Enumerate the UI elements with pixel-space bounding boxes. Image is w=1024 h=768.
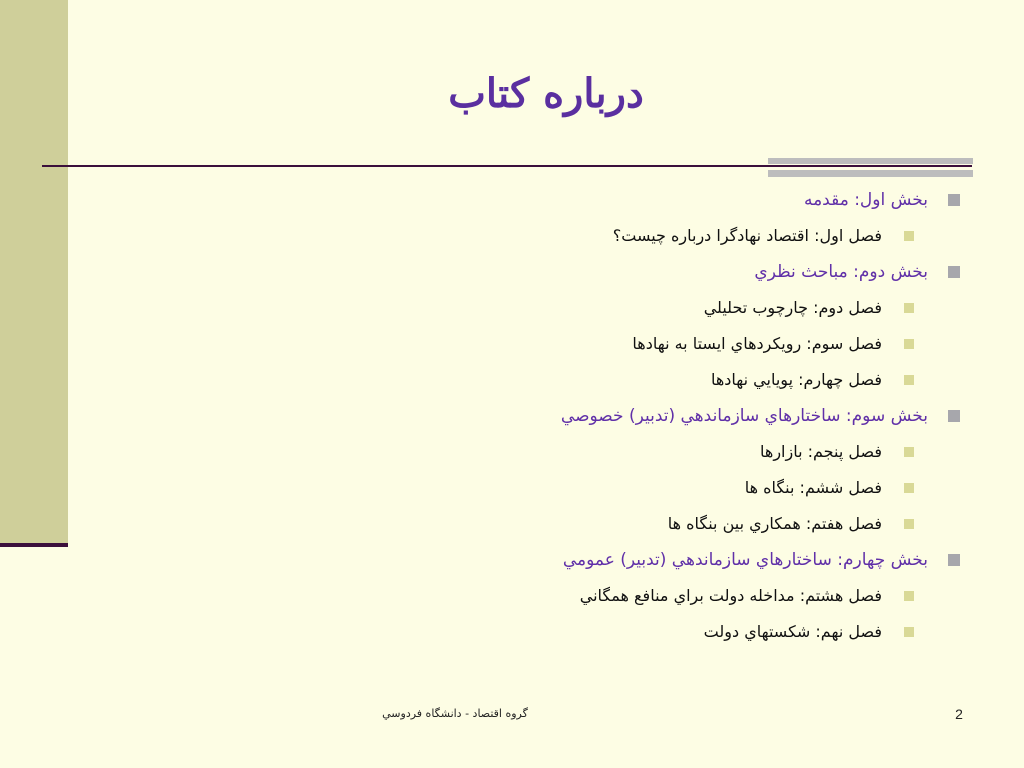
chapter-item-text: فصل سوم: رويكردهاي ايستا به نهادها bbox=[632, 334, 882, 353]
side-bar-divider bbox=[0, 543, 68, 547]
chapter-item bbox=[242, 579, 962, 615]
square-bullet-icon bbox=[904, 519, 914, 529]
slide-number: 2 bbox=[955, 706, 963, 722]
square-bullet-icon bbox=[948, 194, 960, 206]
chapter-item bbox=[242, 435, 962, 471]
slide-title: درباره كتاب bbox=[448, 70, 644, 117]
chapter-item-text: فصل هفتم: همكاري بين بنگاه ها bbox=[667, 514, 882, 533]
slide-footer: گروه اقتصاد - دانشگاه فردوسي bbox=[382, 707, 528, 720]
chapter-item bbox=[242, 219, 962, 255]
chapter-item-text: فصل دوم: چارچوب تحليلي bbox=[703, 298, 882, 317]
title-divider bbox=[42, 165, 972, 167]
chapter-item-text: فصل هشتم: مداخله دولت براي منافع همگاني bbox=[579, 586, 882, 605]
section-heading-text: بخش اول: مقدمه bbox=[803, 190, 928, 210]
section-heading-text: بخش چهارم: ساختارهاي سازماندهي (تدبير) عمومي bbox=[562, 550, 928, 570]
chapter-item-text: فصل چهارم: پويايي نهادها bbox=[710, 370, 882, 389]
section-heading-text: بخش سوم: ساختارهاي سازماندهي (تدبير) خصوصي bbox=[560, 406, 928, 426]
square-bullet-icon bbox=[904, 447, 914, 457]
square-bullet-icon bbox=[904, 231, 914, 241]
square-bullet-icon bbox=[904, 375, 914, 385]
chapter-item-text: فصل ششم: بنگاه ها bbox=[744, 478, 882, 497]
title-accent-stripes bbox=[768, 158, 973, 177]
square-bullet-icon bbox=[904, 483, 914, 493]
chapter-item bbox=[242, 471, 962, 507]
chapter-item-text: فصل پنجم: بازارها bbox=[760, 442, 882, 461]
outline-list bbox=[242, 183, 962, 651]
side-decoration-bar bbox=[0, 0, 68, 546]
section-heading bbox=[242, 183, 962, 219]
section-heading bbox=[242, 255, 962, 291]
square-bullet-icon bbox=[904, 339, 914, 349]
chapter-item bbox=[242, 363, 962, 399]
chapter-item bbox=[242, 291, 962, 327]
square-bullet-icon bbox=[904, 303, 914, 313]
square-bullet-icon bbox=[948, 266, 960, 278]
section-heading bbox=[242, 543, 962, 579]
chapter-item-text: فصل اول: اقتصاد نهادگرا درباره چيست؟ bbox=[612, 226, 882, 245]
chapter-item bbox=[242, 327, 962, 363]
square-bullet-icon bbox=[904, 591, 914, 601]
square-bullet-icon bbox=[904, 627, 914, 637]
chapter-item bbox=[242, 507, 962, 543]
section-heading-text: بخش دوم: مباحث نظري bbox=[754, 262, 928, 282]
chapter-item bbox=[242, 615, 962, 651]
chapter-item-text: فصل نهم: شكستهاي دولت bbox=[703, 622, 882, 641]
square-bullet-icon bbox=[948, 554, 960, 566]
square-bullet-icon bbox=[948, 410, 960, 422]
section-heading bbox=[242, 399, 962, 435]
